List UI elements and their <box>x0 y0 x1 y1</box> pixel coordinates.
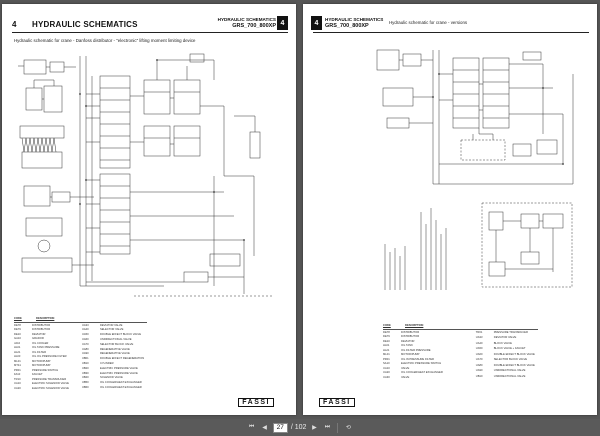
legend-description-header: DESCRIPTION <box>36 317 55 320</box>
first-page-icon[interactable]: ⏮ <box>248 424 255 430</box>
page-number-input[interactable]: 27 <box>273 423 288 433</box>
next-page-icon[interactable]: ▶ <box>312 425 317 431</box>
legend-code: UA10 <box>383 366 390 370</box>
legend-description: DOUBLE EFFECT BLOCK VALVE <box>493 363 535 367</box>
legend-description: REGENERATIVE VALVE <box>99 347 130 351</box>
schematic-detail-box <box>481 202 573 288</box>
legend-description: MOTOR/PUMP <box>32 364 51 367</box>
legend-code: HL03 <box>14 355 21 358</box>
legend-code: DE79 <box>383 335 390 338</box>
legend-description: ELECTRIC PRESSURE SWITCH <box>401 362 442 365</box>
legend-description: CYLINDER <box>99 362 114 365</box>
hydraulic-schematic-drawing <box>373 44 583 192</box>
fassi-logo: FASSI <box>238 398 274 407</box>
legend-column <box>14 324 72 392</box>
legend-description: PRESSURE SWITCH <box>32 368 59 372</box>
legend-description: UNIDIRECTIONAL VALVE <box>493 374 526 378</box>
legend-code: TR01 <box>475 330 483 334</box>
chapter-number: 4 <box>12 20 17 29</box>
legend-code: JA10 <box>14 341 21 345</box>
legend-description: OIL TANK PRESSURE <box>32 346 60 349</box>
schematic-subtitle: Hydraulic schematic for crane - Danfoss distributor - "electronic" lifting moment limiting device <box>14 38 196 43</box>
legend-description: ELECTRIC SOLENOID VALVE <box>32 386 69 390</box>
legend-description: OIL TANK <box>401 344 413 347</box>
legend-code: UB40 <box>81 376 89 380</box>
legend-description: DEVIATOR VALVE <box>99 323 123 327</box>
legend-code: GA10 <box>14 337 21 340</box>
legend-description: SOLENOID VALVE <box>99 376 123 380</box>
schematic-side-notes <box>381 204 461 294</box>
legend-description: OIL COOLER <box>32 341 49 345</box>
previous-page-icon[interactable]: ◀ <box>262 425 267 431</box>
legend-description: OIL COOLER/HEAT EXCHANGER <box>99 381 142 385</box>
legend-code-header: CODE <box>14 317 22 320</box>
header-section: HYDRAULIC SCHEMATICS <box>217 17 276 22</box>
legend-code: UA33 <box>475 336 483 339</box>
legend-code: HL01 <box>383 344 390 347</box>
legend-code: UA33 <box>81 323 89 327</box>
legend-description: DISTRIBUTOR <box>401 330 420 334</box>
legend-code: MT41 <box>14 364 21 367</box>
schematic-subtitle: Hydraulic schematic for crane - versions <box>389 20 468 25</box>
legend-code: UA10 <box>14 382 21 385</box>
page-header <box>218 17 276 29</box>
legend-description: ELECTRIC PRESSURE VALVE <box>99 371 138 375</box>
legend-code: HL21 <box>383 348 390 352</box>
legend-row <box>82 386 147 391</box>
legend-code: UA50 <box>475 347 483 350</box>
legend-description: DISTRIBUTOR <box>32 328 51 331</box>
legend-description: ELECTRIC PRESSURE VALVE <box>99 366 138 370</box>
legend-description: DOUBLE EFFECT REGENERATION <box>99 357 145 361</box>
legend-code: PR01 <box>383 357 390 361</box>
hydraulic-schematic-drawing <box>14 46 286 310</box>
legend-description: ELECTRIC SOLENOID VALVE <box>32 382 69 385</box>
legend-code: UA50 <box>81 333 89 337</box>
legend-code: DE78 <box>14 323 21 327</box>
legend-code: DE79 <box>14 328 21 331</box>
page-badge: 4 <box>277 16 288 30</box>
header-rule <box>12 32 288 33</box>
legend-code: FA10 <box>14 373 21 376</box>
page-navigation-toolbar <box>0 419 600 436</box>
legend-code: UA20 <box>14 386 21 390</box>
legend-code: UA60 <box>475 352 483 356</box>
legend-code: ML01 <box>383 353 390 356</box>
left-page <box>2 4 296 415</box>
legend-code: UA80 <box>475 363 483 367</box>
legend-code: UA80 <box>81 347 89 351</box>
right-page <box>303 4 597 415</box>
legend-description: DEVIATOR <box>32 332 46 336</box>
legend-description: GRADOR <box>32 337 44 340</box>
legend-row <box>14 387 72 392</box>
legend-description: SELECTOR VALVE <box>99 328 124 332</box>
legend-description: MOTOR/PUMP <box>32 359 51 363</box>
legend-code: UA90 <box>81 352 89 356</box>
legend-code: UA70 <box>475 358 483 361</box>
header-section: HYDRAULIC SCHEMATICS <box>325 17 384 22</box>
header-model: GRS_700_800XP <box>325 23 369 29</box>
legend-description: MOTOR/PUMP <box>401 353 420 356</box>
component-legend <box>14 317 147 391</box>
page-header <box>325 17 383 29</box>
legend-column <box>82 324 147 392</box>
chapter-title: HYDRAULIC SCHEMATICS <box>32 20 138 29</box>
legend-description: VALVE <box>401 366 410 370</box>
legend-code: UA60 <box>81 337 89 341</box>
legend-code: HL01 <box>14 346 21 349</box>
legend-description: DOUBLE EFFECT BLOCK VALVE <box>99 333 142 337</box>
legend-description: OIL FILTER PRESSURE <box>401 348 431 352</box>
legend-code: UA40 <box>475 341 483 345</box>
legend-code-header: CODE <box>383 324 391 327</box>
legend-code: DE10 <box>14 332 21 336</box>
header-rule <box>313 32 589 33</box>
legend-code: HL21 <box>14 350 21 354</box>
legend-description-header: DESCRIPTION <box>405 324 424 327</box>
legend-description: SELECTOR BLOCK VALVE <box>99 342 134 346</box>
legend-code: UB60 <box>81 386 89 390</box>
component-legend <box>383 324 538 380</box>
legend-description: UNIDIRECTIONAL VALVE <box>493 369 526 372</box>
legend-code: UA90 <box>475 369 483 372</box>
toolbar-divider <box>337 423 338 433</box>
legend-description: REGENERATIVE VALVE <box>99 352 130 356</box>
legend-description: FAUCET <box>32 373 43 376</box>
legend-code: UB01 <box>81 357 89 361</box>
legend-row <box>383 376 446 381</box>
legend-code: UA30 <box>383 375 390 379</box>
legend-description: DISTRIBUTOR <box>32 323 51 327</box>
legend-description: VALVE <box>401 375 410 379</box>
legend-description: PRESSURE TRANSDUCER <box>493 330 528 334</box>
legend-column <box>476 331 538 381</box>
legend-code: ML01 <box>14 359 21 363</box>
legend-code: UA20 <box>383 371 390 374</box>
legend-code: UB20 <box>81 366 89 370</box>
legend-description: OIL OIL PRESSURE FILTER <box>32 355 67 358</box>
legend-description: OIL IN PRESSURE FILTER <box>401 357 435 361</box>
last-page-icon[interactable]: ⏭ <box>324 424 331 430</box>
legend-description: OIL COOLER/HEAT EXCHANGER <box>99 386 142 390</box>
legend-code: UB30 <box>81 371 89 375</box>
legend-row <box>476 375 538 381</box>
header-model: GRS_700_800XP <box>232 23 276 29</box>
legend-description: PRESSURE TRANSDUCER <box>32 377 67 381</box>
fassi-logo: FASSI <box>319 398 355 407</box>
legend-description: DISTRIBUTOR <box>401 335 420 338</box>
legend-description: DEVIATOR VALVE <box>493 336 517 339</box>
legend-description: OIL FILTER <box>32 350 47 354</box>
total-pages: / 102 <box>290 424 307 431</box>
legend-code: UA40 <box>81 328 89 332</box>
legend-code: PR01 <box>14 368 21 372</box>
legend-description: DEVIATOR <box>401 339 415 343</box>
page-badge: 4 <box>311 16 322 30</box>
legend-description: OIL COOLER/HEAT EXCHANGER <box>401 371 443 374</box>
legend-code: SA10 <box>383 362 390 365</box>
legend-code: DE78 <box>383 330 390 334</box>
rotate-icon[interactable]: ⟲ <box>345 425 351 431</box>
legend-description: BLOCK VALVE + FAUCET <box>493 347 526 350</box>
legend-column <box>383 331 446 381</box>
legend-description: UNIDIRECTIONAL VALVE <box>99 337 132 341</box>
legend-code: UB50 <box>81 381 89 385</box>
legend-code: DE10 <box>383 339 390 343</box>
legend-code: UA70 <box>81 342 89 346</box>
legend-description: BLOCK VALVE <box>493 341 512 345</box>
legend-description: DOUBLE EFFECT BLOCK VALVE <box>493 352 535 356</box>
legend-code: UB10 <box>475 374 483 378</box>
legend-code: UB10 <box>81 362 89 365</box>
legend-description: SELECTOR BLOCK VALVE <box>493 358 528 361</box>
legend-code: TR10 <box>14 377 21 381</box>
